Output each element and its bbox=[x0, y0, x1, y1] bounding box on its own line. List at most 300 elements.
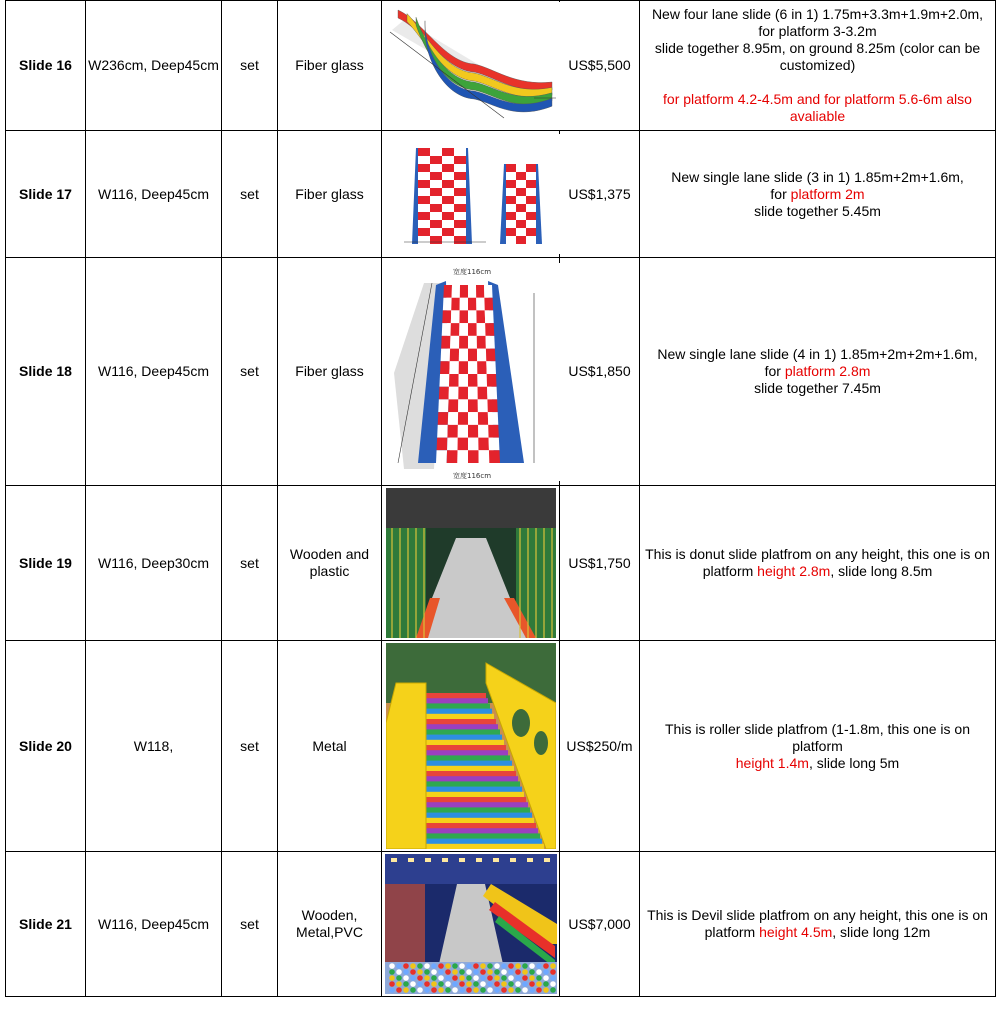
checker-tile bbox=[460, 285, 468, 298]
ball bbox=[445, 987, 451, 993]
description-line bbox=[642, 91, 993, 108]
checker-tile bbox=[449, 386, 459, 399]
checker-tile bbox=[442, 188, 454, 196]
ceiling-light bbox=[425, 858, 431, 862]
roller bbox=[418, 755, 510, 761]
checker-tile bbox=[477, 348, 486, 361]
roller-slide-photo bbox=[386, 643, 556, 849]
description-line bbox=[642, 40, 993, 57]
slide-side-wall bbox=[386, 683, 426, 849]
ball bbox=[438, 969, 444, 975]
checker-tile bbox=[516, 236, 526, 244]
product-price: US$1,375 bbox=[560, 131, 640, 258]
checker-tile bbox=[418, 204, 430, 212]
ball bbox=[543, 969, 549, 975]
checker-tile bbox=[526, 204, 536, 212]
product-description bbox=[640, 852, 996, 997]
checker-tile bbox=[436, 450, 447, 463]
checker-tile bbox=[449, 361, 459, 374]
description-line bbox=[642, 721, 993, 755]
checker-tile bbox=[450, 348, 459, 361]
roller bbox=[408, 833, 540, 839]
ball bbox=[494, 963, 500, 969]
checker-tile bbox=[418, 196, 430, 204]
ball bbox=[452, 987, 458, 993]
roller bbox=[417, 761, 512, 767]
ball bbox=[389, 969, 395, 975]
ball bbox=[550, 981, 556, 987]
ball bbox=[431, 963, 437, 969]
checker-tile bbox=[441, 335, 450, 348]
roller bbox=[415, 776, 518, 782]
ball bbox=[466, 969, 472, 975]
checker-tile bbox=[443, 297, 452, 310]
roller bbox=[420, 740, 504, 746]
ball bbox=[438, 975, 444, 981]
checker-tile bbox=[451, 310, 460, 323]
ball bbox=[536, 975, 542, 981]
checker-tile bbox=[447, 437, 458, 450]
checker-tile bbox=[468, 285, 476, 298]
product-material: Fiber glass bbox=[278, 258, 382, 486]
ball bbox=[508, 969, 514, 975]
table-row bbox=[6, 258, 996, 486]
slide-width-bottom-label: 宽度116cm bbox=[452, 471, 492, 480]
roller bbox=[416, 766, 513, 772]
ball bbox=[501, 969, 507, 975]
checker-tile bbox=[516, 228, 526, 236]
ball bbox=[431, 981, 437, 987]
checker-tile bbox=[506, 236, 516, 244]
description-line bbox=[642, 108, 993, 125]
checker-tile bbox=[438, 399, 448, 412]
checker-tile bbox=[458, 437, 468, 450]
roller bbox=[426, 693, 486, 699]
ball bbox=[543, 975, 549, 981]
description-highlight: for platform 4.2-4.5m and for platform 5.6-6m also bbox=[663, 91, 972, 107]
ball bbox=[494, 987, 500, 993]
checker-tile bbox=[442, 172, 454, 180]
checker-tile bbox=[506, 180, 516, 188]
ball bbox=[445, 975, 451, 981]
product-material: Wooden and plastic bbox=[278, 486, 382, 641]
roller bbox=[410, 818, 534, 824]
checker-tile bbox=[526, 228, 536, 236]
product-size: W116, Deep45cm bbox=[86, 258, 222, 486]
checker-tile bbox=[487, 386, 497, 399]
ball bbox=[424, 969, 430, 975]
checker-tile bbox=[478, 399, 488, 412]
checker-tile bbox=[447, 424, 457, 437]
checker-tile bbox=[458, 424, 468, 437]
ball bbox=[473, 981, 479, 987]
checker-tile bbox=[487, 399, 497, 412]
ceiling-light bbox=[459, 858, 465, 862]
product-image-cell bbox=[382, 258, 560, 486]
roller bbox=[425, 698, 488, 704]
ball bbox=[396, 987, 402, 993]
description-highlight: platform 2m bbox=[790, 185, 865, 202]
checker-tile bbox=[516, 204, 526, 212]
ball bbox=[466, 963, 472, 969]
ball bbox=[410, 975, 416, 981]
description-line bbox=[642, 363, 993, 380]
description-highlight: height 2.8m bbox=[757, 563, 831, 579]
side-window bbox=[512, 709, 530, 737]
ball bbox=[480, 981, 486, 987]
checker-tile bbox=[506, 164, 516, 172]
checker-tile bbox=[452, 285, 460, 298]
ball bbox=[396, 975, 402, 981]
checker-tile bbox=[418, 148, 430, 156]
ball bbox=[522, 975, 528, 981]
checker-tile bbox=[478, 450, 489, 463]
product-image-cell bbox=[382, 852, 560, 997]
checker-tile bbox=[486, 361, 496, 374]
description-text: New four lane slide (6 in 1) 1.75m+3.3m+1.9m+2.0m, bbox=[651, 6, 984, 22]
checker-tile bbox=[506, 204, 516, 212]
ceiling-light bbox=[442, 858, 448, 862]
checker-tile bbox=[430, 148, 442, 156]
description-highlight: avaliable bbox=[789, 108, 846, 124]
checker-tile bbox=[476, 285, 484, 298]
checker-tile bbox=[485, 323, 494, 336]
ball bbox=[536, 987, 542, 993]
ball bbox=[431, 987, 437, 993]
description-line bbox=[642, 6, 993, 23]
ball bbox=[487, 969, 493, 975]
ball bbox=[473, 963, 479, 969]
checker-tile bbox=[484, 297, 493, 310]
checker-tile bbox=[506, 196, 516, 204]
devil-slide-ballpit-photo bbox=[385, 854, 557, 994]
product-size: W116, Deep30cm bbox=[86, 486, 222, 641]
product-description bbox=[640, 258, 996, 486]
ball bbox=[431, 969, 437, 975]
roller bbox=[421, 729, 500, 735]
description-line bbox=[642, 169, 993, 186]
description-line bbox=[642, 346, 993, 363]
checker-tile bbox=[486, 348, 496, 361]
table-row bbox=[6, 1, 996, 131]
checker-tile bbox=[468, 335, 477, 348]
roller bbox=[414, 787, 522, 793]
checker-tile bbox=[468, 399, 478, 412]
description-text: , slide long 8.5m bbox=[830, 563, 933, 579]
checker-tile bbox=[430, 204, 442, 212]
ball bbox=[452, 969, 458, 975]
checker-tile bbox=[442, 310, 451, 323]
product-material: Metal bbox=[278, 641, 382, 852]
ball bbox=[515, 981, 521, 987]
slide-width-top-label: 宽度116cm bbox=[452, 267, 492, 276]
ball bbox=[508, 981, 514, 987]
ball bbox=[487, 981, 493, 987]
product-image-cell bbox=[382, 486, 560, 641]
roller bbox=[420, 735, 501, 741]
checker-tile bbox=[454, 180, 466, 188]
checker-tile bbox=[454, 212, 466, 220]
ball bbox=[396, 969, 402, 975]
description-highlight: platform 2.8m bbox=[784, 363, 871, 379]
checker-tile bbox=[477, 323, 486, 336]
ball bbox=[445, 969, 451, 975]
ball bbox=[389, 975, 395, 981]
description-line bbox=[642, 203, 993, 220]
table-row bbox=[6, 131, 996, 258]
checker-tile bbox=[459, 335, 468, 348]
checkered-slide-pair-image bbox=[384, 134, 560, 254]
checker-tile bbox=[516, 212, 526, 220]
checker-tile bbox=[430, 180, 442, 188]
ball bbox=[529, 963, 535, 969]
checker-tile bbox=[468, 323, 477, 336]
checker-tile bbox=[486, 335, 495, 348]
ball bbox=[473, 975, 479, 981]
ball bbox=[389, 981, 395, 987]
checker-tile bbox=[438, 412, 448, 425]
description-text: slide together 8.95m, on ground 8.25m (color can be bbox=[654, 40, 981, 56]
product-unit: set bbox=[222, 641, 278, 852]
checker-tile bbox=[418, 172, 430, 180]
checker-tile bbox=[450, 323, 459, 336]
checker-tile bbox=[476, 297, 485, 310]
checker-tile bbox=[488, 412, 498, 425]
ball bbox=[445, 981, 451, 987]
checker-tile bbox=[443, 285, 452, 298]
ball bbox=[396, 981, 402, 987]
product-size: W118, bbox=[86, 641, 222, 852]
checker-tile bbox=[418, 220, 430, 228]
checker-tile bbox=[478, 412, 488, 425]
ball bbox=[480, 969, 486, 975]
roller bbox=[409, 823, 536, 829]
ball bbox=[445, 963, 451, 969]
ball bbox=[403, 969, 409, 975]
description-text: for platform 3-3.2m bbox=[758, 23, 877, 39]
ball bbox=[452, 981, 458, 987]
product-price: US$5,500 bbox=[560, 1, 640, 131]
ball bbox=[536, 981, 542, 987]
checker-tile bbox=[516, 164, 526, 172]
ball bbox=[396, 963, 402, 969]
ball bbox=[508, 987, 514, 993]
checker-tile bbox=[468, 412, 478, 425]
description-line bbox=[642, 186, 993, 203]
ball bbox=[389, 963, 395, 969]
checker-tile bbox=[477, 361, 487, 374]
checker-tile bbox=[442, 164, 454, 172]
checker-tile bbox=[489, 450, 500, 463]
checker-tile bbox=[506, 172, 516, 180]
checker-tile bbox=[418, 188, 430, 196]
ball bbox=[501, 981, 507, 987]
checker-tile bbox=[451, 297, 460, 310]
description-line bbox=[642, 924, 993, 941]
ball bbox=[410, 987, 416, 993]
description-text: slide together 7.45m bbox=[754, 380, 881, 396]
checker-tile bbox=[440, 361, 450, 374]
product-name: Slide 21 bbox=[6, 852, 86, 997]
ball bbox=[501, 975, 507, 981]
checker-tile bbox=[478, 437, 489, 450]
checker-tile bbox=[468, 374, 478, 387]
ball bbox=[529, 981, 535, 987]
ball bbox=[522, 969, 528, 975]
description-line bbox=[642, 546, 993, 563]
checker-tile bbox=[460, 297, 468, 310]
ball bbox=[487, 987, 493, 993]
ball bbox=[522, 981, 528, 987]
roller bbox=[422, 724, 498, 730]
ball bbox=[529, 987, 535, 993]
checker-tile bbox=[526, 164, 536, 172]
roller bbox=[411, 807, 530, 813]
ball bbox=[410, 963, 416, 969]
product-description bbox=[640, 486, 996, 641]
product-name: Slide 18 bbox=[6, 258, 86, 486]
product-material: Fiber glass bbox=[278, 131, 382, 258]
checker-tile bbox=[458, 399, 468, 412]
description-line bbox=[642, 563, 993, 580]
ceiling-light bbox=[391, 858, 397, 862]
ball bbox=[515, 963, 521, 969]
description-line bbox=[642, 380, 993, 397]
checker-tile bbox=[468, 310, 477, 323]
description-line bbox=[642, 23, 993, 40]
ball bbox=[417, 975, 423, 981]
ball bbox=[473, 987, 479, 993]
checker-tile bbox=[516, 172, 526, 180]
description-line bbox=[642, 907, 993, 924]
checker-tile bbox=[454, 220, 466, 228]
ball bbox=[424, 975, 430, 981]
checker-tile bbox=[442, 180, 454, 188]
ball bbox=[459, 981, 465, 987]
checker-tile bbox=[442, 323, 451, 336]
ball bbox=[487, 963, 493, 969]
checker-tile bbox=[442, 228, 454, 236]
roller bbox=[413, 792, 524, 798]
checker-tile bbox=[441, 348, 451, 361]
description-text: This is Devil slide platfrom on any height, this one is on bbox=[647, 907, 988, 923]
checker-tile bbox=[468, 450, 479, 463]
checker-tile bbox=[418, 212, 430, 220]
ball bbox=[515, 987, 521, 993]
ball bbox=[466, 981, 472, 987]
checker-tile bbox=[454, 164, 466, 172]
product-price: US$7,000 bbox=[560, 852, 640, 997]
checker-tile bbox=[484, 285, 493, 298]
product-unit: set bbox=[222, 258, 278, 486]
ball bbox=[410, 981, 416, 987]
ball bbox=[522, 987, 528, 993]
ceiling-light bbox=[493, 858, 499, 862]
checker-tile bbox=[459, 361, 468, 374]
side-window bbox=[534, 731, 548, 755]
checker-tile bbox=[430, 196, 442, 204]
ball bbox=[452, 963, 458, 969]
checker-tile bbox=[450, 335, 459, 348]
ball bbox=[550, 969, 556, 975]
playground-frame bbox=[385, 884, 425, 964]
checker-tile bbox=[437, 437, 448, 450]
checker-tile bbox=[430, 156, 442, 164]
description-text: for bbox=[770, 185, 791, 202]
ball bbox=[529, 975, 535, 981]
checker-tile bbox=[516, 180, 526, 188]
checker-tile bbox=[458, 386, 468, 399]
ball bbox=[417, 987, 423, 993]
roller bbox=[423, 714, 494, 720]
roller bbox=[412, 797, 525, 803]
description-highlight: height 4.5m bbox=[759, 924, 833, 940]
checker-tile bbox=[459, 348, 468, 361]
product-size: W236cm, Deep45cm bbox=[86, 1, 222, 131]
product-name: Slide 19 bbox=[6, 486, 86, 641]
ball bbox=[529, 969, 535, 975]
checker-tile bbox=[437, 424, 448, 437]
ball bbox=[438, 987, 444, 993]
checker-tile bbox=[430, 188, 442, 196]
product-unit: set bbox=[222, 852, 278, 997]
description-text: platform bbox=[702, 563, 758, 579]
ball bbox=[417, 963, 423, 969]
ceiling-light bbox=[544, 858, 550, 862]
checker-tile bbox=[468, 437, 478, 450]
ball bbox=[508, 975, 514, 981]
table-row bbox=[6, 486, 996, 641]
roller bbox=[407, 839, 542, 845]
multi-lane-slide-image bbox=[384, 2, 560, 130]
ceiling-light bbox=[510, 858, 516, 862]
checker-tile bbox=[485, 310, 494, 323]
product-price: US$250/m bbox=[560, 641, 640, 852]
ceiling-light bbox=[527, 858, 533, 862]
checker-tile bbox=[478, 386, 488, 399]
checker-tile bbox=[454, 196, 466, 204]
description-text: slide together 5.45m bbox=[754, 202, 881, 219]
ball bbox=[480, 963, 486, 969]
ball bbox=[473, 969, 479, 975]
ball bbox=[459, 963, 465, 969]
roller bbox=[419, 745, 506, 751]
checker-tile bbox=[526, 172, 536, 180]
ceiling-light bbox=[408, 858, 414, 862]
checker-tile bbox=[448, 399, 458, 412]
ball bbox=[536, 963, 542, 969]
roller bbox=[424, 703, 489, 709]
ball bbox=[550, 963, 556, 969]
ball bbox=[543, 963, 549, 969]
ball bbox=[424, 963, 430, 969]
indoor-playground-slide-photo bbox=[386, 488, 556, 638]
ball bbox=[536, 969, 542, 975]
description-line bbox=[642, 755, 993, 772]
checker-tile bbox=[526, 180, 536, 188]
product-material: Wooden, Metal,PVC bbox=[278, 852, 382, 997]
checker-tile bbox=[442, 212, 454, 220]
roller bbox=[414, 781, 519, 787]
checker-tile bbox=[468, 424, 478, 437]
ball bbox=[550, 987, 556, 993]
product-image-cell bbox=[382, 1, 560, 131]
checker-tile bbox=[516, 188, 526, 196]
product-description bbox=[640, 131, 996, 258]
checker-tile bbox=[447, 450, 458, 463]
product-description bbox=[640, 641, 996, 852]
checker-tile bbox=[506, 220, 516, 228]
